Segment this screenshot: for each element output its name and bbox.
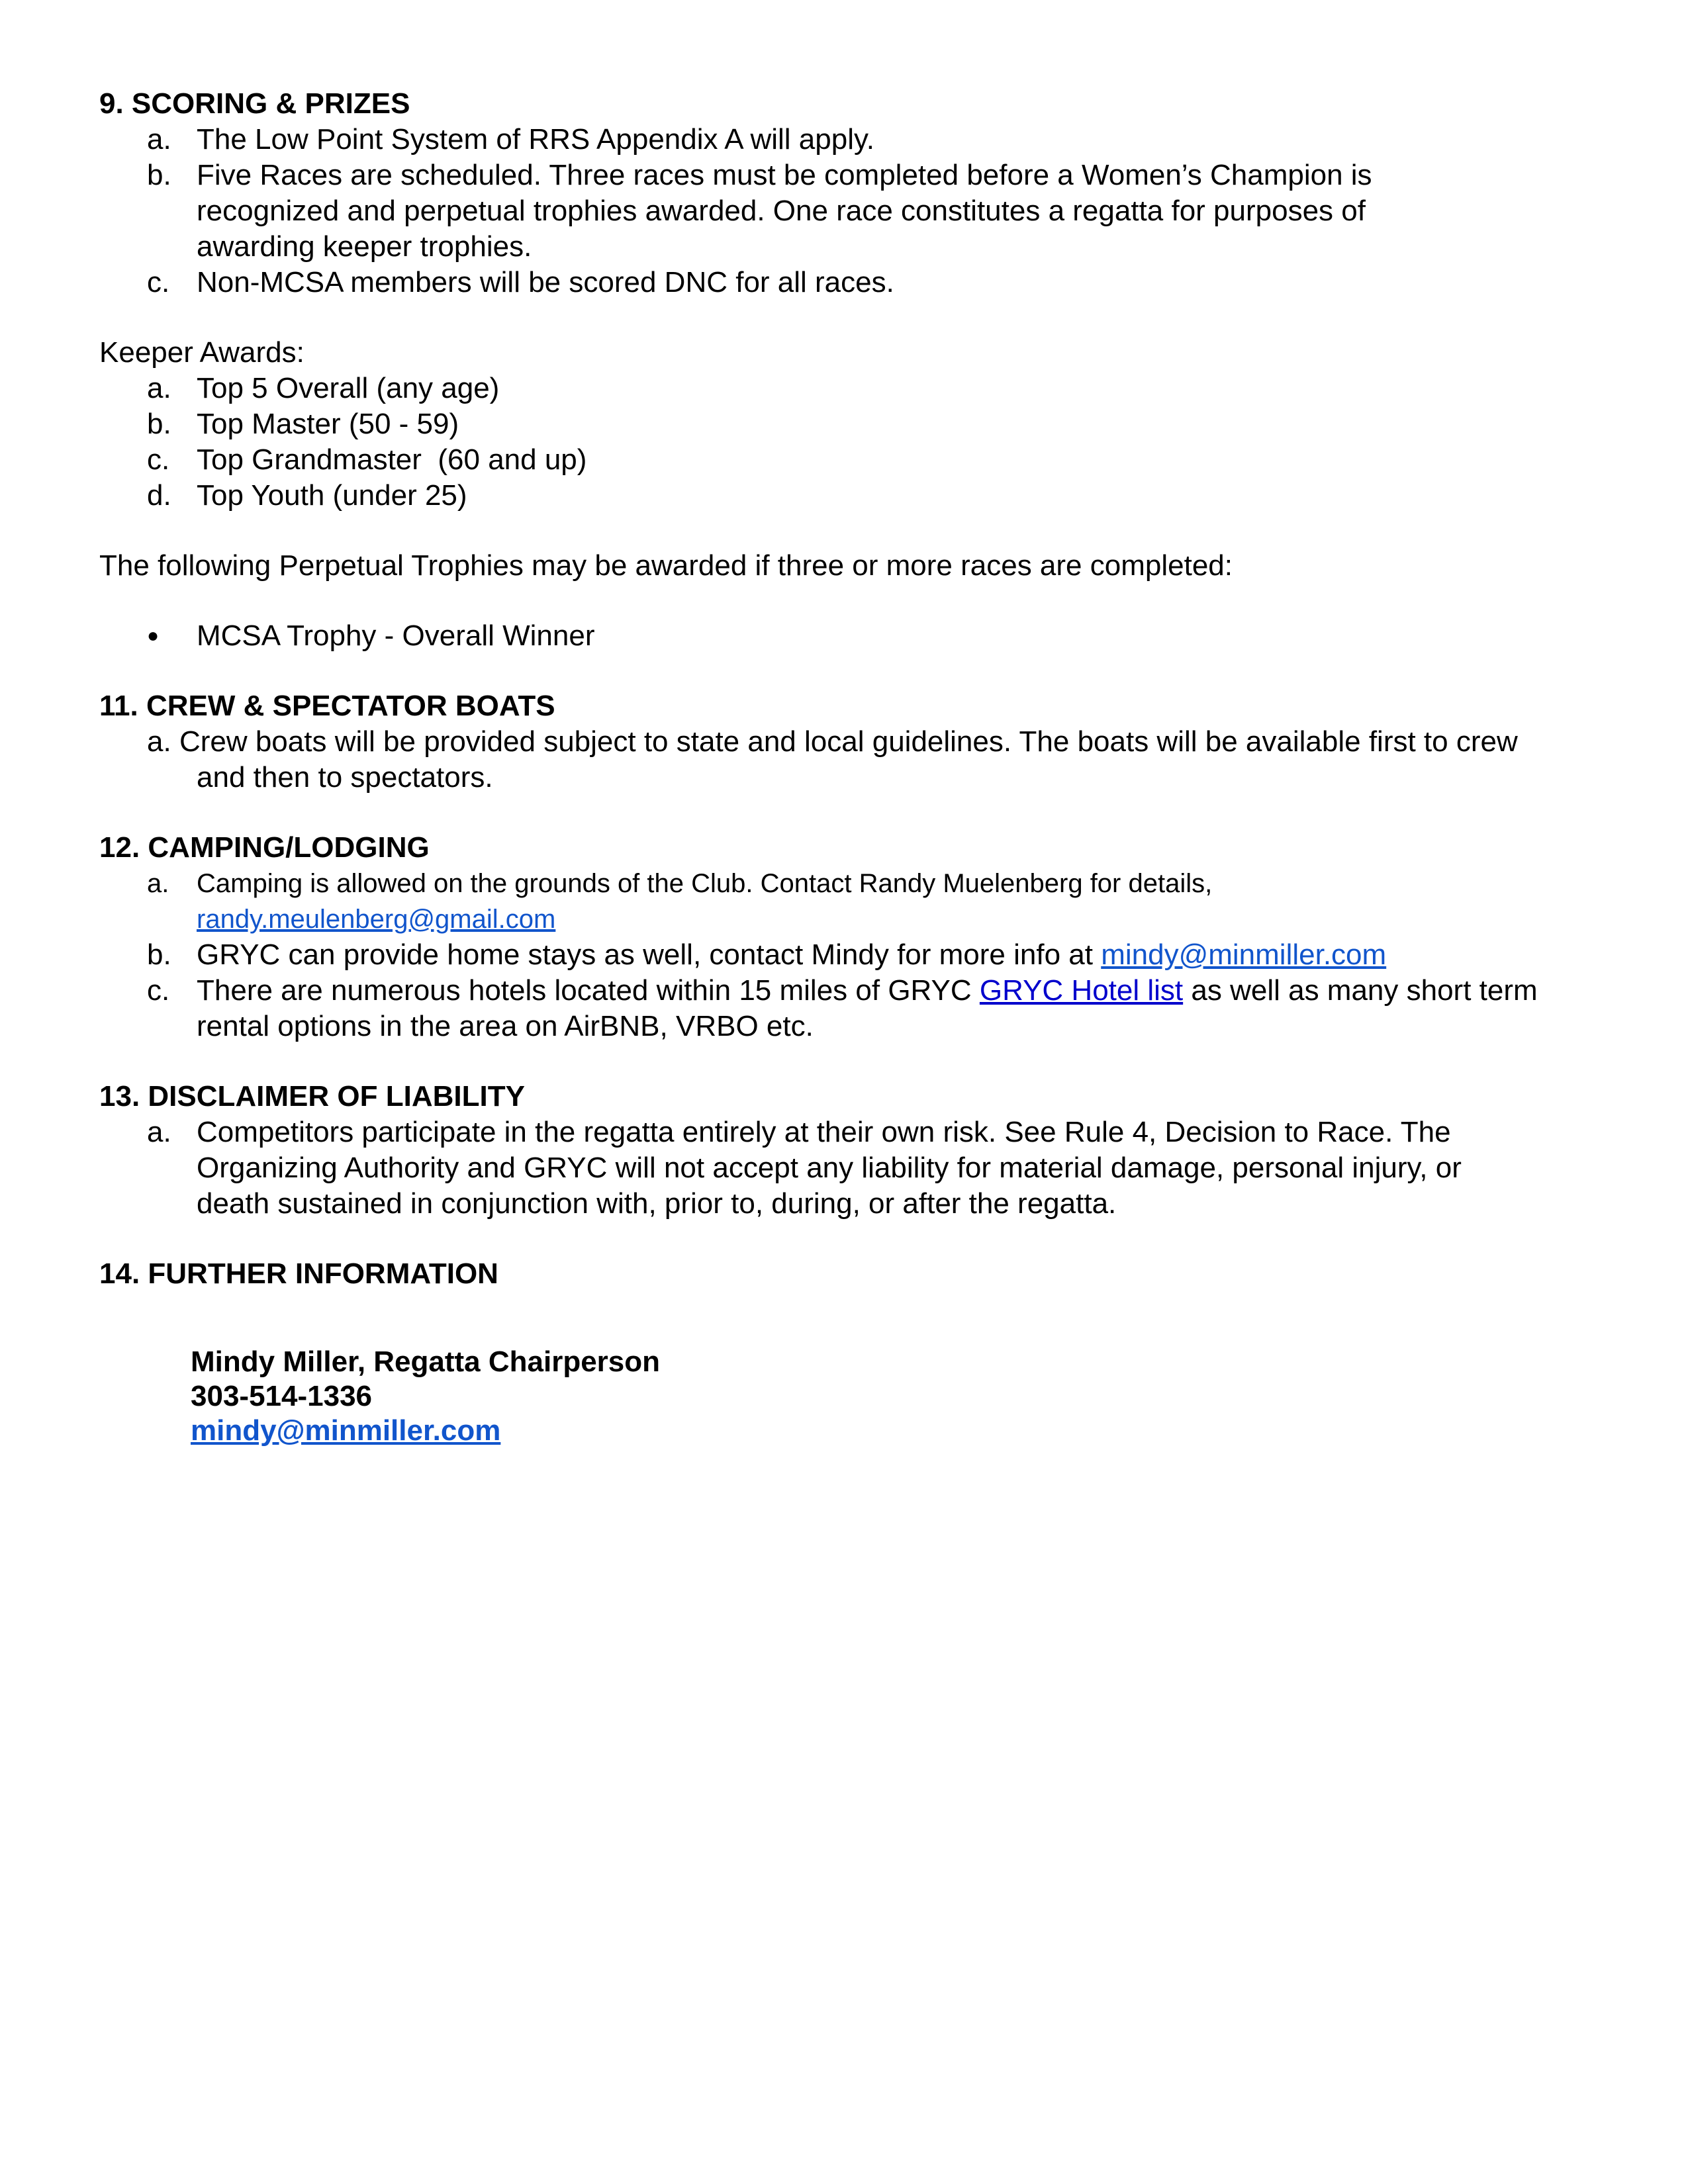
list-item bbox=[99, 122, 1463, 158]
section-heading-crew: 11. CREW & SPECTATOR BOATS bbox=[99, 690, 555, 722]
list-text: There are numerous hotels located within 15 miles of GRYC bbox=[197, 974, 980, 1007]
list-text: Top Master (50 - 59) bbox=[197, 408, 459, 440]
list-marker: b. bbox=[147, 938, 171, 971]
list-text: The Low Point System of RRS Appendix A will apply. bbox=[197, 123, 874, 156]
document-page bbox=[99, 86, 1595, 1448]
perpetual-trophies-list bbox=[99, 618, 1595, 654]
list-item bbox=[99, 406, 1595, 442]
mindy-email-link[interactable]: mindy@minmiller.com bbox=[1101, 938, 1387, 971]
list-text: Five Races are scheduled. Three races must be completed before a Women’s Champion is recognized and perpetual trophies awarded. One race constitutes a regatta for purposes of awarding keeper trophies. bbox=[197, 159, 1372, 263]
list-marker: a. bbox=[147, 372, 171, 404]
list-text: Crew boats will be provided subject to state and local guidelines. The boats will be available first to crew bbox=[179, 725, 1518, 758]
list-text: Non-MCSA members will be scored DNC for all races. bbox=[197, 266, 894, 298]
perpetual-trophies-intro: The following Perpetual Trophies may be awarded if three or more races are completed: bbox=[99, 549, 1233, 582]
list-marker: d. bbox=[147, 479, 171, 512]
list-text: Top 5 Overall (any age) bbox=[197, 372, 500, 404]
list-marker: c. bbox=[147, 974, 170, 1007]
keeper-awards-list bbox=[99, 371, 1595, 514]
list-item bbox=[99, 724, 1595, 760]
section-heading-disclaimer: 13. DISCLAIMER OF LIABILITY bbox=[99, 1080, 525, 1113]
list-marker: c. bbox=[147, 443, 170, 476]
list-item bbox=[99, 158, 1463, 265]
list-marker: a. bbox=[147, 869, 169, 898]
camping-list bbox=[99, 866, 1595, 1044]
contact-block bbox=[99, 1345, 1595, 1448]
bullet-icon: ● bbox=[147, 625, 160, 647]
section-heading-further: 14. FURTHER INFORMATION bbox=[99, 1257, 498, 1290]
list-item bbox=[99, 371, 1595, 406]
contact-phone: 303-514-1336 bbox=[191, 1380, 373, 1412]
list-item bbox=[99, 478, 1595, 514]
list-text: Top Grandmaster (60 and up) bbox=[197, 443, 587, 476]
hotel-list-link[interactable]: GRYC Hotel list bbox=[979, 974, 1184, 1007]
scoring-list bbox=[99, 122, 1595, 300]
list-marker: a. bbox=[147, 725, 171, 758]
list-item bbox=[99, 442, 1595, 478]
list-marker: c. bbox=[147, 266, 170, 298]
contact-name: Mindy Miller, Regatta Chairperson bbox=[191, 1345, 661, 1378]
randy-email-link[interactable]: randy.meulenberg@gmail.com bbox=[197, 905, 556, 934]
list-text-continuation: and then to spectators. bbox=[197, 761, 493, 794]
disclaimer-list bbox=[99, 1115, 1595, 1222]
list-text: Competitors participate in the regatta entirely at their own risk. See Rule 4, Decision to Race. The Organizing Authority and GRYC will not accept any liability for material damage, personal injury, or death sustained in conjunction with, prior to, during, or after the regatta. bbox=[197, 1116, 1462, 1220]
list-item bbox=[99, 937, 1595, 973]
list-text: MCSA Trophy - Overall Winner bbox=[197, 619, 595, 652]
list-item bbox=[99, 1115, 1516, 1222]
list-marker: a. bbox=[147, 1116, 171, 1148]
list-text: GRYC can provide home stays as well, contact Mindy for more info at bbox=[197, 938, 1102, 971]
section-heading-scoring: 9. SCORING & PRIZES bbox=[99, 87, 410, 120]
list-text: as well as many short term rental options in the area on AirBNB, VRBO etc. bbox=[197, 974, 1538, 1042]
list-text: Top Youth (under 25) bbox=[197, 479, 467, 512]
keeper-awards-label: Keeper Awards: bbox=[99, 336, 305, 369]
list-marker: a. bbox=[147, 123, 171, 156]
list-text: Camping is allowed on the grounds of the Club. Contact Randy Muelenberg for details, bbox=[197, 869, 1213, 898]
crew-list bbox=[99, 724, 1595, 796]
section-heading-camping: 12. CAMPING/LODGING bbox=[99, 831, 430, 864]
list-item bbox=[99, 866, 1595, 937]
list-item bbox=[99, 265, 1463, 300]
contact-email-link[interactable]: mindy@minmiller.com bbox=[191, 1414, 501, 1447]
list-item bbox=[99, 973, 1595, 1044]
list-marker: b. bbox=[147, 159, 171, 191]
list-marker: b. bbox=[147, 408, 171, 440]
list-item bbox=[99, 618, 1595, 654]
